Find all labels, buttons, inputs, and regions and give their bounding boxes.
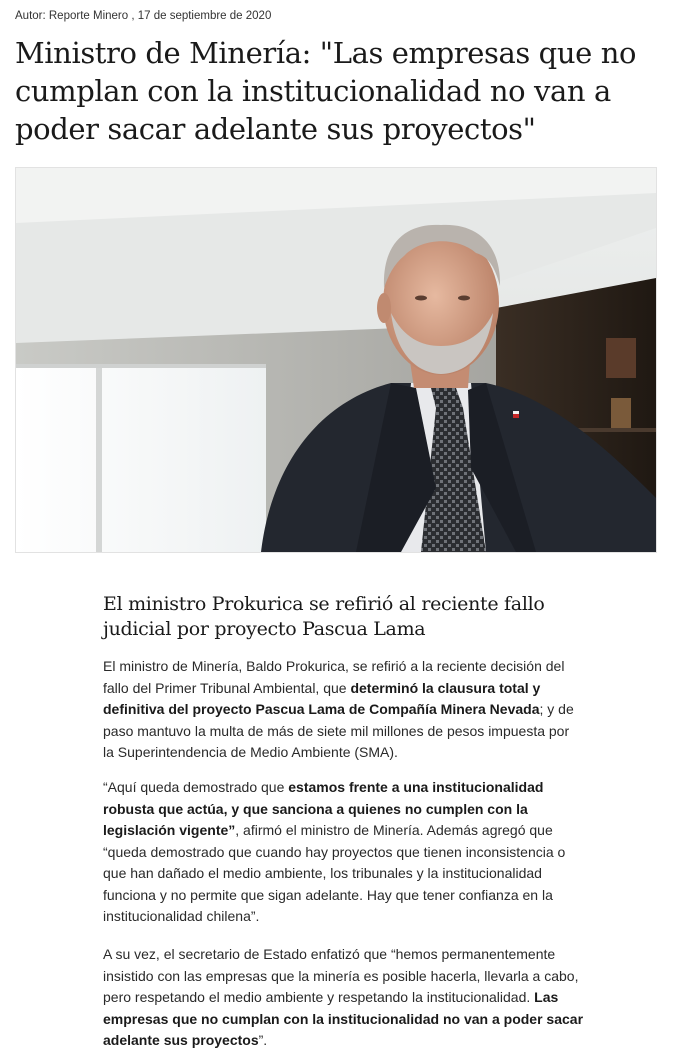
paragraph-text: El ministro de Minería, Baldo Prokurica, se refirió a la reciente decisión del fallo del Primer Tribunal Ambiental, que [103, 658, 565, 696]
paragraph-text: “Aquí queda demostrado que [103, 779, 289, 795]
paragraph-text: ; y de paso mantuvo la multa de más de siete mil millones de pesos impuesta por la Superintendencia de Medio Ambiente (SMA). [103, 701, 574, 760]
paragraph-bold-text: determinó la clausura total y definitiva del proyecto Pascua Lama de Compañía Minera Nevada [103, 679, 541, 717]
article-paragraph [103, 777, 583, 928]
paragraph-text: A su vez, el secretario de Estado enfatizó que “hemos permanentemente insistido con las empresas que la minería es posible hacerla, llevarla a cabo, pero respetando el medio ambiente y respetando la institucionalidad. [103, 946, 579, 1005]
paragraph-text: ”. [258, 1032, 268, 1048]
article-byline: Autor: Reporte Minero , 17 de septiembre de 2020 [15, 10, 272, 22]
article-paragraph [103, 944, 583, 1052]
paragraph-bold-text: Las empresas que no cumplan con la institucionalidad no van a poder sacar adelante sus proyectos [103, 989, 584, 1048]
article-subheading: El ministro Prokurica se refirió al reciente fallo judicial por proyecto Pascua Lama [103, 593, 545, 640]
paragraph-bold-text: estamos frente a una institucionalidad robusta que actúa, y que sanciona a quienes no cumplen con la legislación vigente” [103, 779, 544, 838]
paragraph-text: , afirmó el ministro de Minería. Además agregó que “queda demostrado que cuando hay proyectos que tienen inconsistencia o que han dañado el medio ambiente, los tribunales y la institucionalidad funciona y no permite que sigan adelante. Hay que tener confianza en la institucionalidad chilena”. [103, 822, 566, 924]
article-headline: Ministro de Minería: "Las empresas que no cumplan con la institucionalidad no van a poder sacar adelante sus proyectos" [15, 36, 637, 146]
hero-photo [15, 167, 657, 553]
article-paragraph [103, 656, 583, 764]
